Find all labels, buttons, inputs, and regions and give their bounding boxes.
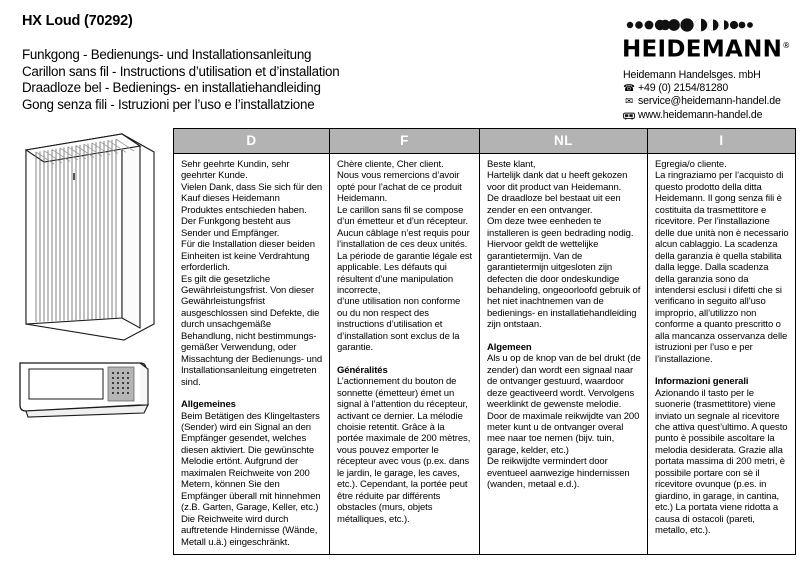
globe-icon-glyph (623, 111, 635, 120)
company-name: Heidemann Handelsges. mbH (623, 68, 761, 81)
subtitle-nl: Draadloze bel - Bedienings- en installatiehandleiding (22, 80, 321, 96)
heidemann-dot-motif-icon (624, 18, 802, 32)
section-title-fr: Généralités (337, 364, 388, 376)
brand-logo-block (620, 18, 798, 122)
cell-de (174, 154, 330, 555)
column-header-nl: NL (480, 129, 648, 154)
cell-nl (480, 154, 648, 555)
envelope-icon: ✉ (625, 96, 633, 108)
intro-text-fr: Chère cliente, Cher client. Nous vous remercions d’avoir opté pour l’achat de ce produit Heidemann. Le carillon sans fil se compose d’un émetteur et d’un récepteur. Aucun câblage n’est requis pour l’installation de ces deux unités. La période de garantie légale est applicable. Les défauts qui résultent d’une manipulation incorrecte, d’une utilisation non conforme ou du non respect des instructions d’utilisation et d’installation sont exclus de la garantie. (337, 159, 473, 354)
section-title-nl: Algemeen (487, 341, 532, 353)
contact-details (623, 69, 798, 123)
section-title-it: Informazioni generali (655, 376, 749, 388)
cell-it (648, 154, 796, 555)
column-header-d: D (174, 129, 330, 154)
section-body-de: Beim Betätigen des Klingeltasters (Sender) wird ein Signal an den Empfänger gesendet, welches diesen aktiviert. Die gewünschte Melodie ertönt. Aufgrund der maximalen Reichweite von 200 Metern, können Sie den Empfänger überall mit hinnehmen (z.B. Garten, Garage, Keller, etc.) Die Reichweite wird durch auftretende Hindernisse (Wände, Metall u.ä.) eingeschränkt. (181, 410, 321, 548)
contact-web-line (623, 109, 798, 122)
wireless-bell-push-transmitter-illustration (12, 357, 162, 432)
section-body-nl: Als u op de knop van de bel drukt (de zender) dan wordt een signaal naar de ontvanger gestuurd, waardoor deze geactiveerd wordt. Vervolgens weerklinkt de gewenste melodie. Door de maximale reikwijdte van 200 meter kunt u de ontvanger overal mee naar toe nemen (bijv. tuin, garage, kelder, etc.) De reikwijdte vermindert door eventueel aanwezige hindernissen (wanden, metaal e.d.). (487, 353, 641, 491)
page-title: HX Loud (70292) (22, 13, 133, 29)
website-url: www.heidemann-handel.de (638, 108, 763, 121)
section-title-de: Allgemeines (181, 399, 236, 411)
section-body-fr: L’actionnement du bouton de sonnette (émetteur) émet un signal à l’attention du récepteur, activant ce dernier. La mélodie choisie retentit. Grâce à la portée maximale de 200 mètres, vous pouvez emporter le récepteur avec vous (p.ex. dans le jardin, le garage, les caves, etc.). Cependant, la portée peut être réduite par différents obstacles (murs, objets métalliques, etc.). (337, 376, 471, 525)
column-header-i: I (648, 129, 796, 154)
contact-phone-line (623, 82, 798, 95)
table-row (174, 154, 796, 555)
intro-text-nl: Beste klant, Hartelijk dank dat u heeft gekozen voor dit product van Heidemann. De draadloze bel bestaat uit een zender en een ontvanger. Om deze twee eenheden te installeren is geen bedrading nodig. Hiervoor geldt de wettelijke garantietermijn. Van de garantietermijn uitgesloten zijn defecten die door ondeskundige behandeling, ongeoorloofd gebruik of het niet inachtnemen van de bedienings- en installatiehandleiding zijn ontstaan. (487, 159, 641, 331)
phone-number: +49 (0) 2154/81280 (638, 82, 729, 95)
subtitle-it: Gong senza fili - Istruzioni per l’uso e l’installatzione (22, 96, 315, 112)
contact-company-line (623, 69, 798, 82)
phone-icon: ☎ (623, 82, 635, 94)
table-header-row (174, 129, 796, 154)
globe-icon (623, 111, 635, 121)
heidemann-wordmark (622, 34, 798, 62)
wireless-chime-receiver-illustration (12, 128, 164, 358)
multilingual-instruction-table (173, 128, 796, 555)
intro-text-de: Sehr geehrte Kundin, sehr geehrter Kunde. Vielen Dank, dass Sie sich für den Kauf dieses Heidemann Produktes entschieden haben. Der Funkgong besteht aus Sender und Empfänger. Für die Installation dieser beiden Einheiten ist keine Verdrahtung erforderlich. Es gilt die gesetzliche Gewährleistungsfrist. Von dieser Gewährleistungsfrist ausgeschlossen sind Defekte, die durch unsachgemäße Behandlung, nicht bestimmungs-gemäßer Verwendung, oder Missachtung der Bedienungs- und Installationsanleitung eingetreten sind. (181, 159, 323, 388)
section-body-it: Azionando il tasto per le suonerie (trasmettitore) viene inviato un segnale al ricevitore che attiva quest’ultimo. A questo punto è possibile ascoltare la melodia desiderata. Grazie alla portata massima di 200 metri, è possibile portare con sè il ricevitore ovunque (p.es. in giardino, in garage, in cantina, etc.) La portata viene ridotta a causa di ostacoli (pareti, metallo, etc.). (655, 387, 788, 537)
subtitle-de: Funkgong - Bedienungs- und Installationsanleitung (22, 47, 312, 62)
email-address: service@heidemann-handel.de (638, 95, 781, 108)
subtitle-fr: Carillon sans fil - Instructions d’utilisation et d’installation (22, 63, 340, 79)
multilingual-subtitles (22, 47, 339, 113)
contact-email-line (623, 95, 798, 108)
cell-fr (330, 154, 480, 555)
wordmark-text: HEIDEMANN (622, 36, 783, 63)
intro-text-it: Egregia/o cliente. La ringraziamo per l’acquisto di questo prodotto della ditta Heidemann. Il gong senza fili è costituita da trasmettitore e ricevitore. Per l’installazione delle due unità non è necessario alcun cablaggio. La scadenza della garanzia è quella stabilita dalla legge. Dalla scadenza della garanzia sono da intendersi esclusi i difetti che si verificano in seguito all’uso improprio, all’utilizzo non conforme a quanto prescritto o alla mancanza osservanza delle istruzioni per l’uso e per l’installazione. (655, 159, 789, 365)
registered-mark: ® (782, 41, 791, 50)
column-header-f: F (330, 129, 480, 154)
